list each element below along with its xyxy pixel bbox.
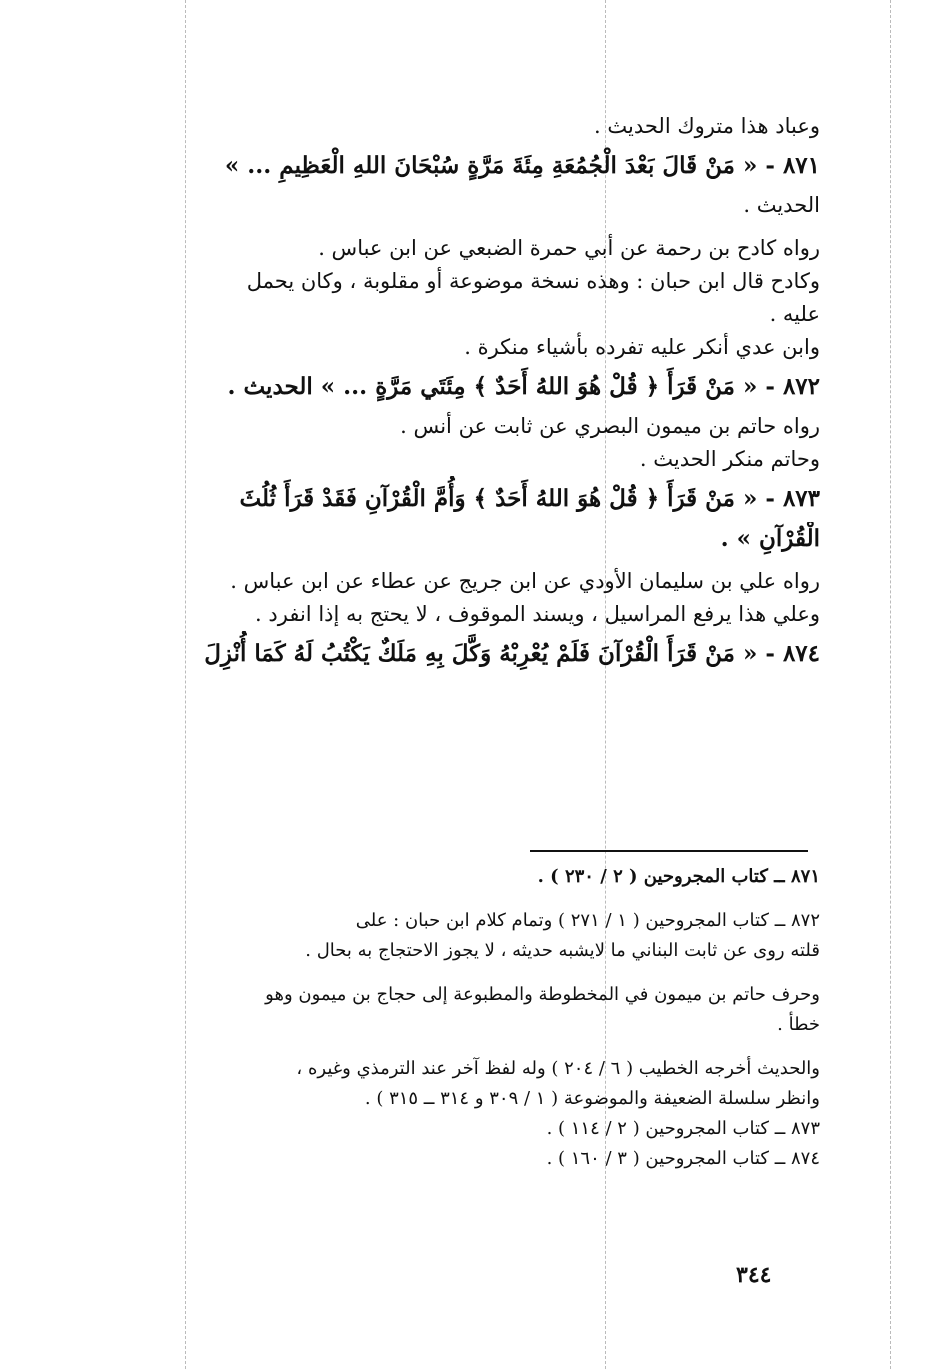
text-line: وعلي هذا يرفع المراسيل ، ويسند الموقوف ، لا يحتج به إذا انفرد . (255, 602, 820, 626)
footnotes (120, 862, 820, 1174)
hadith-873-heading-cont: الْقُرْآنِ » . (720, 525, 820, 552)
text-line: رواه علي بن سليمان الأودي عن ابن جريج عن عطاء عن ابن عباس . (230, 569, 820, 593)
footnote-873: ٨٧٣ ــ كتاب المجروحين ( ٢ / ١١٤ ) . (546, 1118, 820, 1139)
text-line: عليه . (769, 302, 820, 326)
footnote-872: ٨٧٢ ــ كتاب المجروحين ( ١ / ٢٧١ ) وتمام كلام ابن حبان : على (355, 910, 820, 931)
text-line: وعباد هذا متروك الحديث . (594, 114, 820, 138)
text-line: رواه حاتم بن ميمون البصري عن ثابت عن أنس . (400, 414, 820, 438)
footnote-871: ٨٧١ ــ كتاب المجروحين ( ٢ / ٢٣٠ ) . (537, 866, 820, 887)
footnote-text: وانظر سلسلة الضعيفة والموضوعة ( ١ / ٣٠٩ و ٣١٤ ــ ٣١٥ ) . (364, 1088, 820, 1109)
text-line: وحاتم منكر الحديث . (639, 447, 820, 471)
hadith-874-heading: ٨٧٤ - « مَنْ قَرَأَ الْقُرْآنَ فَلَمْ يُعْرِبْهُ وَكَّلَ بِهِ مَلَكٌ يَكْتُبُ لَهُ كَمَا أُنْزِلَ (204, 640, 820, 667)
footnote-text: وحرف حاتم بن ميمون في المخطوطة والمطبوعة إلى حجاج بن ميمون وهو (265, 984, 820, 1005)
text-line: الحديث . (743, 193, 820, 217)
footnote-text: خطأ . (777, 1014, 820, 1035)
hadith-872-heading: ٨٧٢ - « مَنْ قَرَأَ ﴿ قُلْ هُوَ اللهُ أَحَدٌ ﴾ مِئَتَي مَرَّةٍ ... » الحديث . (227, 373, 820, 400)
main-text (120, 110, 820, 677)
fold-line (890, 0, 891, 1369)
text-line: وابن عدي أنكر عليه تفرده بأشياء منكرة . (464, 335, 820, 359)
footnote-text: والحديث أخرجه الخطيب ( ٦ / ٢٠٤ ) وله لفظ آخر عند الترمذي وغيره ، (296, 1058, 820, 1079)
text-line: وكادح قال ابن حبان : وهذه نسخة موضوعة أو مقلوبة ، وكان يحمل (246, 269, 820, 293)
page-number: ٣٤٤ (736, 1262, 772, 1288)
footnote-text: قلته روى عن ثابت البناني ما لايشبه حديثه ، لا يجوز الاحتجاج به بحال . (305, 940, 820, 961)
footnote-874: ٨٧٤ ــ كتاب المجروحين ( ٣ / ١٦٠ ) . (546, 1148, 820, 1169)
footnote-divider (530, 850, 808, 852)
text-line: رواه كادح بن رحمة عن أبي حمرة الضبعي عن ابن عباس . (318, 236, 820, 260)
hadith-873-heading: ٨٧٣ - « مَنْ قَرَأَ ﴿ قُلْ هُوَ اللهُ أَحَدٌ ﴾ وَأُمَّ الْقُرْآنِ فَقَدْ قَرَأَ ثُلُثَ (239, 485, 820, 512)
hadith-871-heading: ٨٧١ - « مَنْ قَالَ بَعْدَ الْجُمُعَةِ مِئَةَ مَرَّةٍ سُبْحَانَ اللهِ الْعَظِيمِ ... » (224, 152, 820, 179)
